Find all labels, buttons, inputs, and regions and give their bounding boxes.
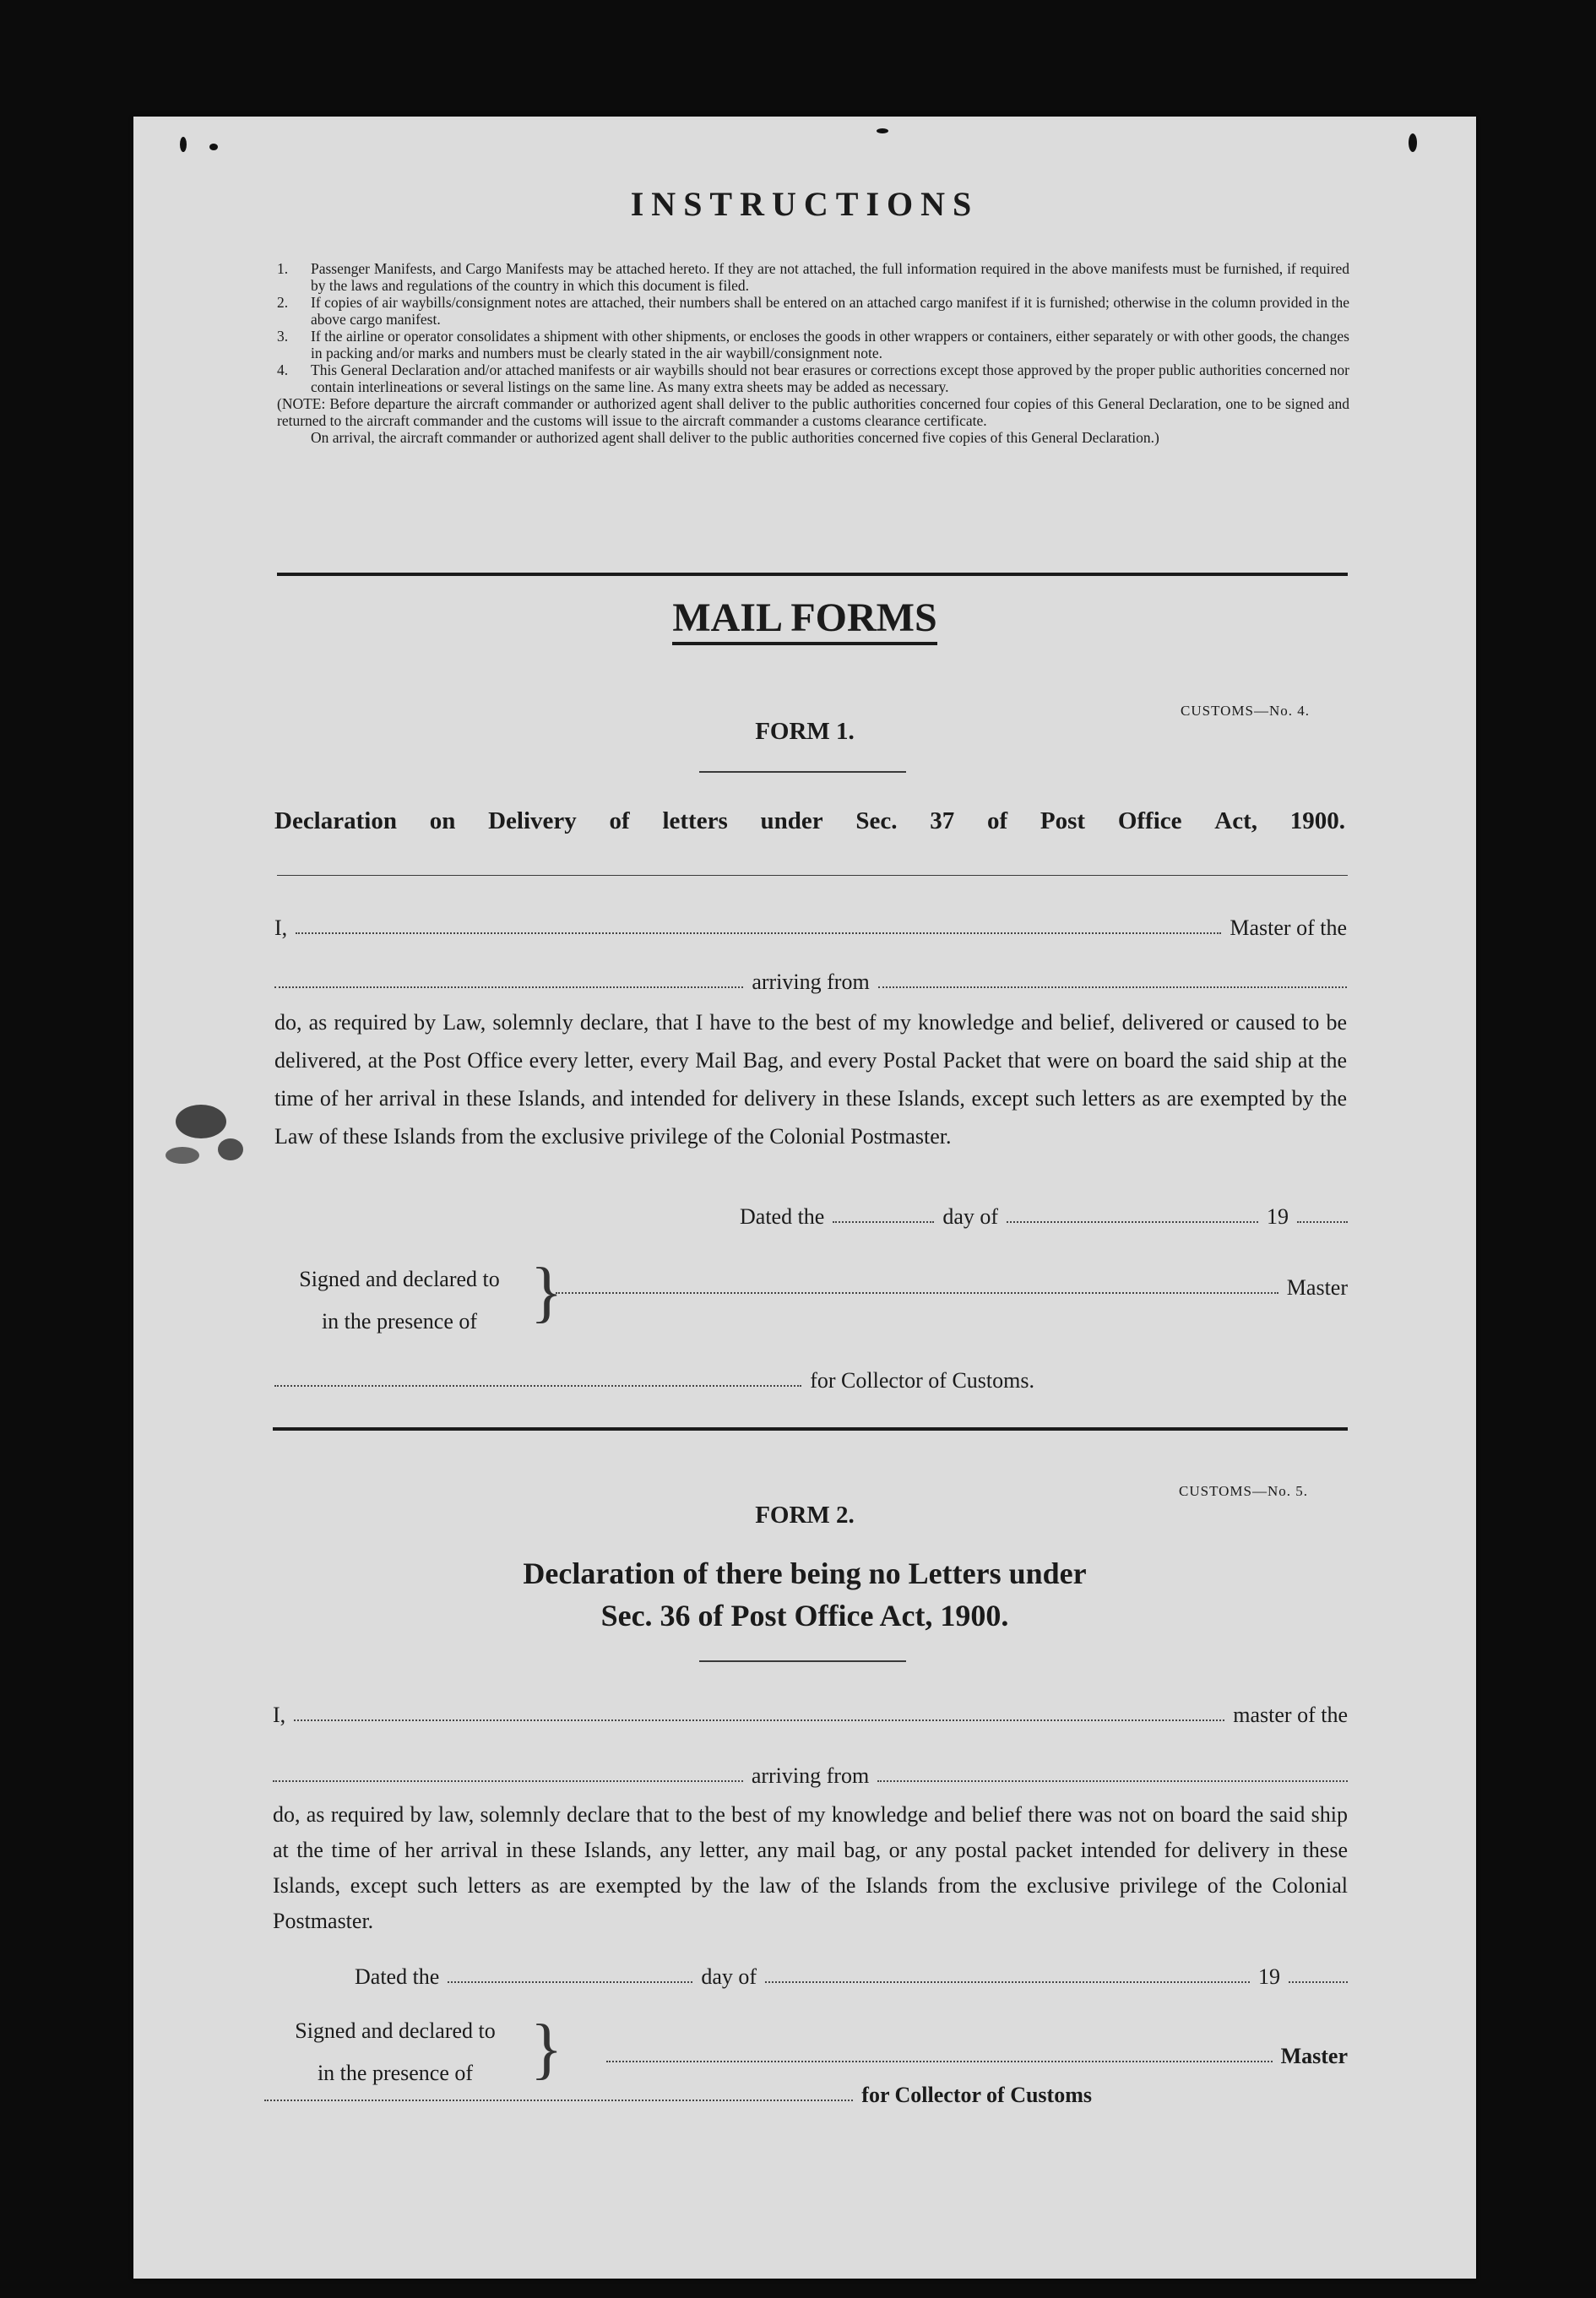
heading-word: Delivery [488,807,577,834]
form1-short-rule [699,771,906,773]
master-name-field[interactable] [296,932,1221,934]
instruction-item [277,260,1349,294]
form2-label: FORM 2. [755,1502,855,1529]
form1-arriving-line [274,970,1347,995]
instruction-item [277,294,1349,328]
mail-forms-title [133,595,1476,641]
heading-word: on [429,807,456,834]
form1-label: FORM 1. [755,718,855,745]
ink-stain [218,1138,243,1160]
master-signature-field[interactable] [606,2061,1273,2062]
instruction-item [277,328,1349,361]
note-departure: (NOTE: Before departure the aircraft commander or authorized agent shall deliver to the public authorities concerned four copies of this General Declaration, one to be signed and returned to the aircraft commander and the customs will issue to the aircraft commander a customs clearance certificate. [277,395,1349,429]
instructions-note [277,395,1349,446]
form1-body: do, as required by Law, solemnly declare, that I have to the best of my knowledge and belief, delivered or caused to be delivered, at the Post Office every letter, every Mail Bag, and every Postal Packet that were on board the said ship at the time of her arrival in these Islands, and intended for delivery in these Islands, except such letters as are exempted by the Law of these Islands from the exclusive privilege of the Colonial Postmaster. [274,1010,1347,1149]
form2-declaration-heading [133,1552,1476,1637]
year-prefix: 19 [1267,1204,1289,1229]
brace-icon: } [530,1255,563,1329]
ink-stain [877,128,888,133]
master-name-field[interactable] [294,1719,1224,1721]
collector-signature-field[interactable] [274,1385,801,1387]
line-suffix: master of the [1233,1703,1348,1727]
dated-the-label: Dated the [740,1204,825,1229]
year-field[interactable] [1289,1981,1348,1983]
ink-stain [166,1147,199,1164]
date-day-field[interactable] [448,1981,692,1983]
year-prefix: 19 [1258,1964,1280,1989]
signed-declared-text: Signed and declared to [295,2018,496,2043]
form2-master-signature-line [606,2044,1348,2069]
document-page [133,117,1476,2279]
heading-word: of [609,807,630,834]
ship-name-field[interactable] [274,986,743,988]
heading-word: Declaration [274,807,397,834]
port-field[interactable] [877,1780,1348,1782]
year-field[interactable] [1297,1221,1348,1223]
day-of-label: day of [701,1964,757,1989]
mail-forms-title-text: MAIL FORMS [672,595,936,645]
line-prefix: I, [274,915,288,940]
line-suffix: Master of the [1230,915,1347,940]
instruction-text: This General Declaration and/or attached manifests or air waybills should not bear erasures or corrections except those approved by the proper public authorities concerned nor contain interlineations or several listings on the same line. As many extra sheets may be added as necessary. [311,361,1349,395]
form1-declaration-heading [274,807,1345,835]
heading-word: of [987,807,1008,834]
form2-master-line [273,1703,1348,1728]
instruction-number: 3. [277,328,289,345]
heading-word: Act, [1214,807,1257,834]
heading-word: under [760,807,823,834]
master-label: Master [1286,1275,1348,1300]
instructions-title: INSTRUCTIONS [630,185,980,223]
line-prefix: I, [273,1703,286,1727]
ship-name-field[interactable] [273,1780,743,1782]
instruction-number: 2. [277,294,289,311]
heading-word: Post [1040,807,1086,834]
dated-the-label: Dated the [355,1964,440,1989]
month-field[interactable] [1007,1221,1258,1223]
section-divider [277,573,1348,576]
form1-heading-underline [277,875,1348,876]
form1-master-line [274,915,1347,941]
form1-dated-line [740,1204,1348,1230]
port-field[interactable] [878,986,1347,988]
arriving-from-label: arriving from [752,970,870,994]
ink-stain [1409,133,1417,152]
heading-word: Sec. [855,807,898,834]
date-day-field[interactable] [833,1221,934,1223]
ink-stain [176,1105,226,1138]
day-of-label: day of [942,1204,999,1229]
note-arrival: On arrival, the aircraft commander or authorized agent shall deliver to the public authorities concerned five copies of this General Declaration.) [311,429,1159,446]
form1-collector-line [274,1368,1034,1393]
heading-word: Office [1117,807,1182,834]
declaration-heading-line: Sec. 36 of Post Office Act, 1900. [600,1599,1009,1633]
form2-body: do, as required by law, solemnly declare that to the best of my knowledge and belief there was not on board the said ship at the time of her arrival in these Islands, any letter, any mail bag, or any postal packet intended for delivery in these Islands, except such letters as are exempted by the law of the Islands from the exclusive privilege of the Colonial Postmaster. [273,1802,1348,1933]
instruction-number: 1. [277,260,289,277]
form2-customs-number: CUSTOMS—No. 5. [1179,1483,1309,1499]
form1-master-signature-line [556,1275,1348,1301]
ink-stain [180,137,187,152]
instruction-text: If copies of air waybills/consignment notes are attached, their numbers shall be entered on an attached cargo manifest if it is furnished; otherwise in the column provided in the above cargo manifest. [311,294,1349,328]
form2-short-rule [699,1660,906,1662]
presence-of-text: in the presence of [317,2061,474,2085]
instruction-number: 4. [277,361,289,378]
form2-collector-line [264,2083,1092,2108]
brace-icon: } [530,2012,563,2086]
form2-signed-label [269,2010,522,2094]
master-signature-field[interactable] [556,1292,1278,1294]
instructions-list [277,260,1349,446]
collector-label: for Collector of Customs [861,2083,1092,2107]
presence-of-text: in the presence of [321,1309,478,1334]
month-field[interactable] [765,1981,1250,1983]
heading-word: 1900. [1289,807,1345,834]
form2-dated-line [355,1964,1348,1990]
declaration-heading-line: Declaration of there being no Letters under [523,1556,1087,1590]
form1-signed-label [273,1258,526,1343]
collector-label: for Collector of Customs. [810,1368,1034,1393]
form2-arriving-line [273,1763,1348,1789]
heading-word: letters [662,807,728,834]
instruction-text: If the airline or operator consolidates a shipment with other shipments, or encloses the goods in other wrappers or containers, either separately or with other goods, the changes in packing and/or marks and numbers must be clearly stated in the air waybill/consignment note. [311,328,1349,361]
ink-stain [209,144,218,150]
arriving-from-label: arriving from [751,1763,870,1788]
master-label: Master [1280,2044,1348,2068]
instruction-text: Passenger Manifests, and Cargo Manifests may be attached hereto. If they are not attached, the full information required in the above manifests must be furnished, if required by the laws and regulations of the country in which this document is filed. [311,260,1349,294]
form1-customs-number: CUSTOMS—No. 4. [1181,703,1311,719]
instruction-item [277,361,1349,395]
form-divider [273,1427,1348,1431]
signed-declared-text: Signed and declared to [299,1267,500,1291]
heading-word: 37 [930,807,955,834]
collector-signature-field[interactable] [264,2100,853,2101]
